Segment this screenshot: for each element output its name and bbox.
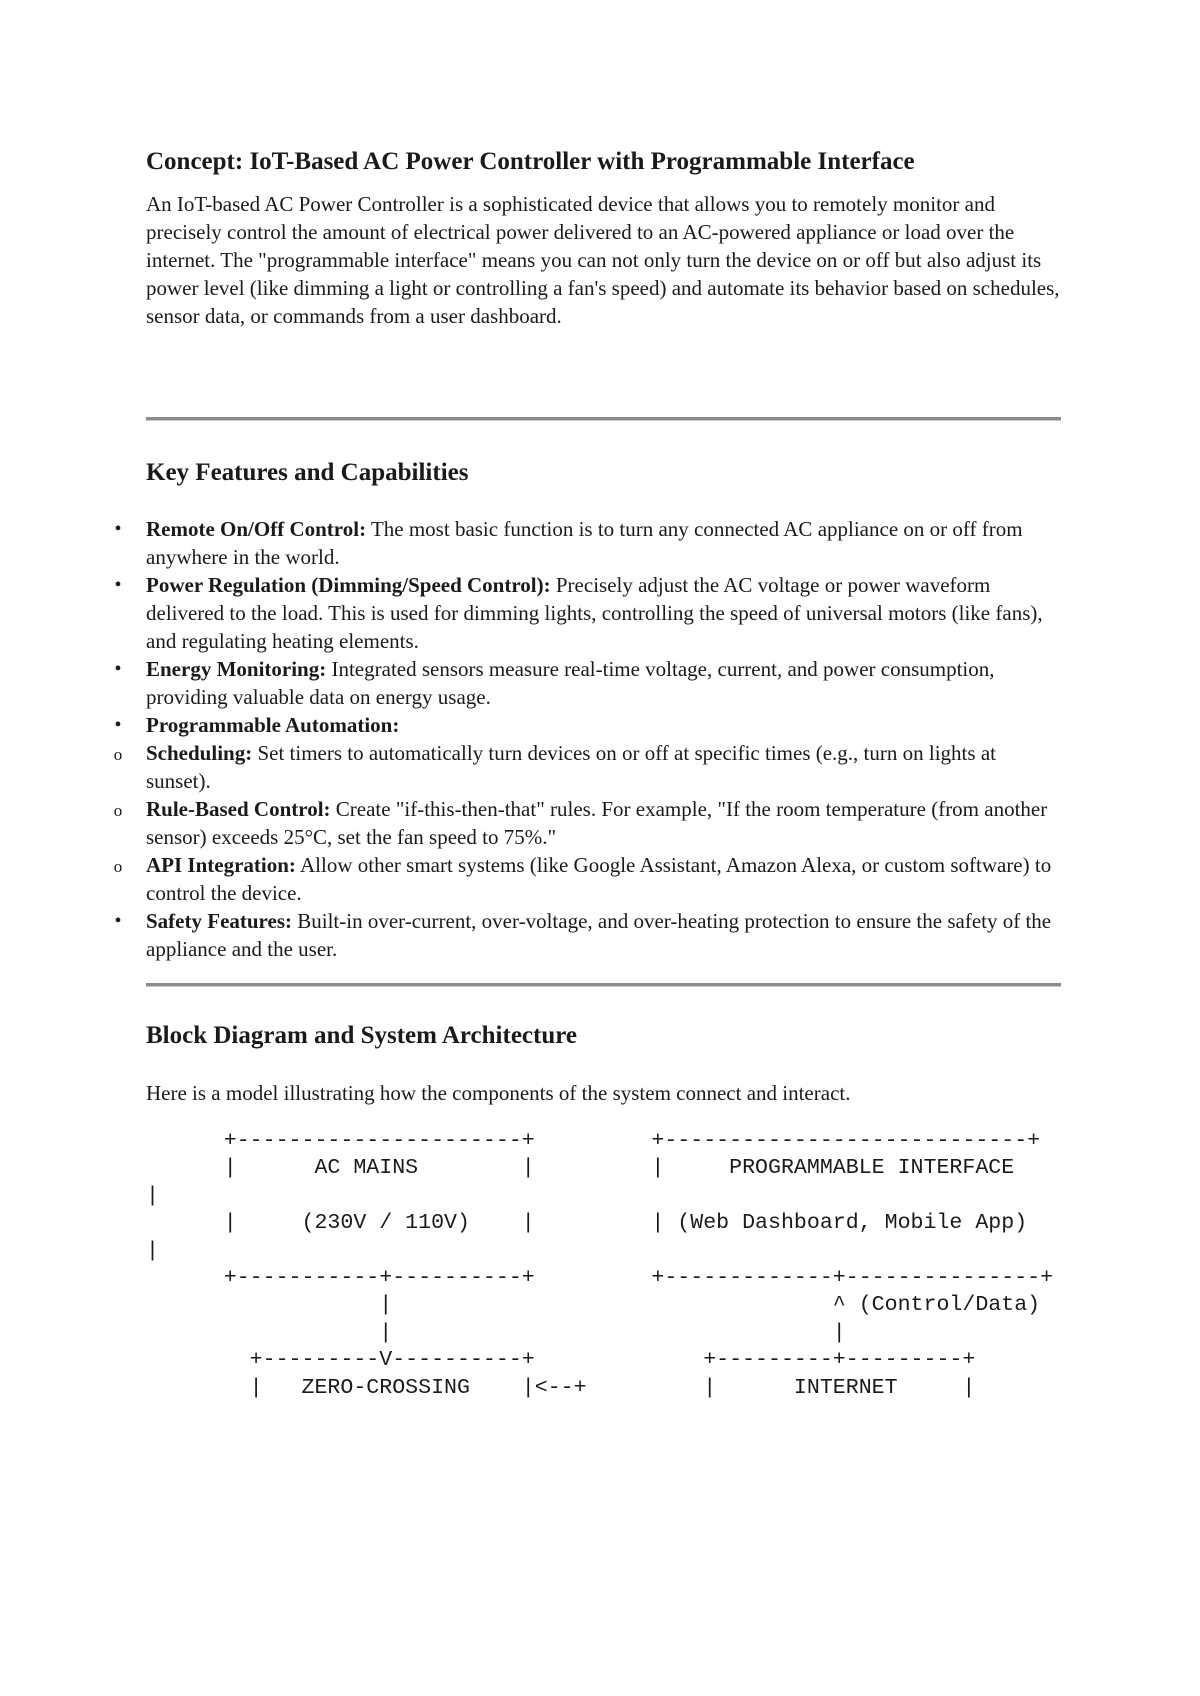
- section-divider-2: [146, 983, 1061, 987]
- feature-title: Safety Features:: [146, 909, 292, 933]
- features-list: [113, 515, 1061, 963]
- feature-text: The most basic function is to turn any connected AC appliance on or off from anywhere in the world.: [146, 517, 1023, 569]
- feature-item-safety-features: [114, 907, 1061, 963]
- feature-item-rule-based-control: [113, 795, 1061, 851]
- feature-title: Programmable Automation:: [146, 713, 400, 737]
- bullet-circle-icon: o: [113, 745, 123, 764]
- bullet-circle-icon: o: [113, 857, 123, 876]
- feature-text: Allow other smart systems (like Google Assistant, Amazon Alexa, or custom software) to control the device.: [146, 853, 1052, 905]
- bullet-circle-icon: o: [113, 801, 123, 820]
- feature-text: Integrated sensors measure real-time voltage, current, and power consumption, providing valuable data on energy usage.: [146, 657, 995, 709]
- feature-title: Energy Monitoring:: [146, 657, 327, 681]
- feature-item-power-regulation: [114, 571, 1061, 655]
- section-divider-1: [146, 417, 1061, 421]
- feature-item-energy-monitoring: [114, 655, 1061, 711]
- feature-item-remote-control: [114, 515, 1061, 571]
- ascii-block-diagram: +----------------------+ +----------------------------+ | AC MAINS | | PROGRAMMABLE INTERFACE | | (230V / 110V) | | (Web Dashboard, Mobile App) | +-----------+----------+ +-------------+---------------+ | ^ (Control/Data) | | +---------V----------+ +---------+---------+ | ZERO-CROSSING |<--+ | INTERNET |: [146, 1129, 1054, 1400]
- feature-title: Power Regulation (Dimming/Speed Control):: [146, 573, 551, 597]
- feature-title: Scheduling:: [146, 741, 253, 765]
- feature-title: Rule-Based Control:: [146, 797, 331, 821]
- concept-paragraph: An IoT-based AC Power Controller is a sophisticated device that allows you to remotely monitor and precisely control the amount of electrical power delivered to an AC-powered appliance or load over the internet. The "programmable interface" means you can not only turn the device on or off but also adjust its power level (like dimming a light or controlling a fan's speed) and automate its behavior based on schedules, sensor data, or commands from a user dashboard.: [146, 192, 1060, 328]
- feature-text: Built-in over-current, over-voltage, and over-heating protection to ensure the safety of the appliance and the user.: [146, 909, 1052, 961]
- concept-heading: Concept: IoT-Based AC Power Controller with Programmable Interface: [146, 148, 915, 175]
- feature-text: Precisely adjust the AC voltage or power waveform delivered to the load. This is used for dimming lights, controlling the speed of universal motors (like fans), and regulating heating elements.: [146, 573, 1043, 653]
- bullet-disc-icon: •: [114, 714, 122, 736]
- bullet-disc-icon: •: [114, 910, 122, 932]
- feature-item-api-integration: [113, 851, 1061, 907]
- feature-text: Create "if-this-then-that" rules. For example, "If the room temperature (from another sensor) exceeds 25°C, set the fan speed to 75%.": [146, 797, 1048, 849]
- features-heading: Key Features and Capabilities: [146, 459, 469, 486]
- bullet-disc-icon: •: [114, 518, 122, 540]
- bullet-disc-icon: •: [114, 658, 122, 680]
- feature-item-scheduling: [113, 739, 1061, 795]
- feature-item-programmable-automation: [114, 711, 1061, 739]
- bullet-disc-icon: •: [114, 574, 122, 596]
- feature-title: API Integration:: [146, 853, 296, 877]
- architecture-heading: Block Diagram and System Architecture: [146, 1022, 577, 1049]
- feature-title: Remote On/Off Control:: [146, 517, 367, 541]
- feature-text: Set timers to automatically turn devices on or off at specific times (e.g., turn on lights at sunset).: [146, 741, 996, 793]
- architecture-paragraph: Here is a model illustrating how the components of the system connect and interact.: [146, 1081, 851, 1105]
